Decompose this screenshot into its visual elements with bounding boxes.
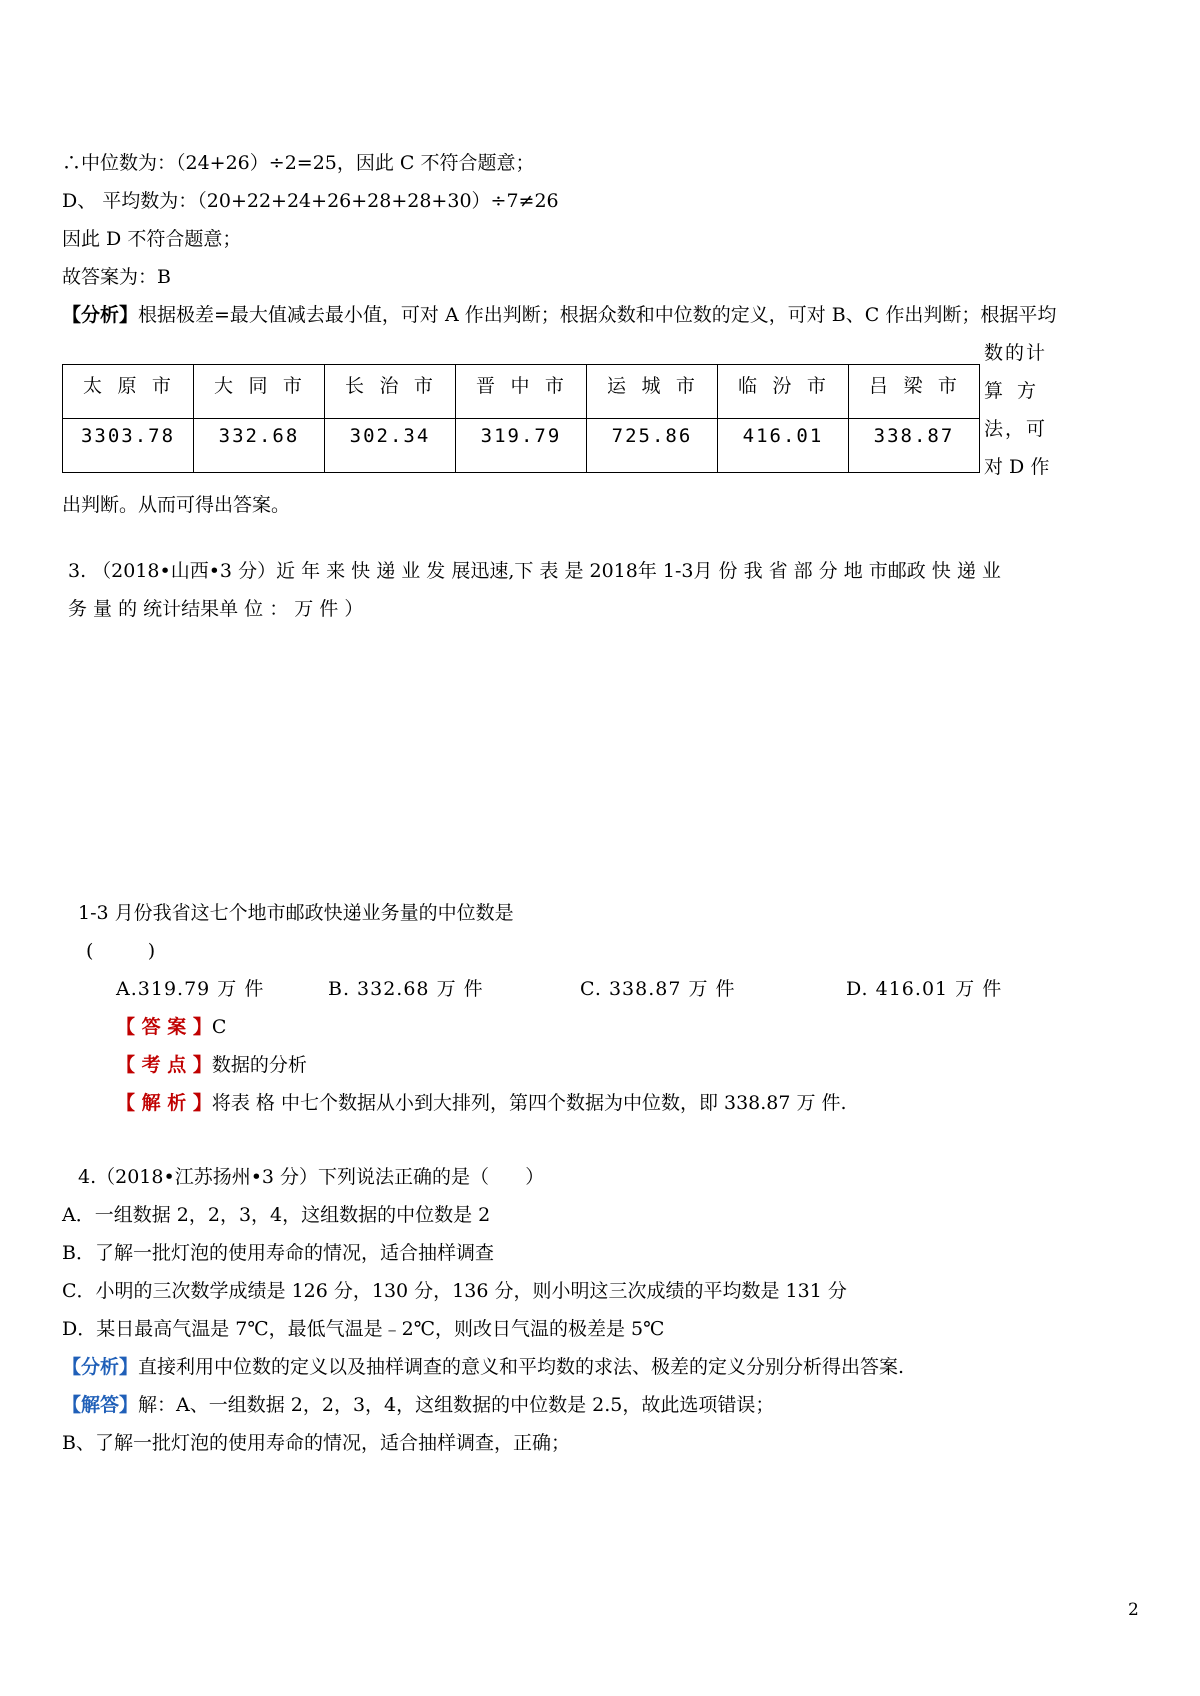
q4-option-b: B．了解一批灯泡的使用寿命的情况，适合抽样调查 [62,1242,494,1264]
average-calc-line: D、 平均数为：（20+22+24+26+28+28+30）÷7≠26 [62,190,559,212]
table-value-cell: 3303.78 [63,419,194,473]
q4-stem: 4.（2018•江苏扬州•3 分）下列说法正确的是（ ） [78,1166,545,1188]
analysis-line [62,302,1056,328]
q3-answer-line [116,1014,226,1040]
table-header-cell: 临 汾 市 [718,365,849,419]
table-value-cell: 338.87 [849,419,980,473]
q3-explanation-line [116,1090,847,1116]
table-value-cell: 416.01 [718,419,849,473]
side-text-4: 对 D 作 [984,456,1050,478]
express-volume-table [62,364,980,473]
table-header-cell: 长 治 市 [325,365,456,419]
analysis-end-line: 出判断。从而可得出答案。 [62,494,291,516]
q3-answer-paren: ( ) [86,940,156,962]
q3-option-a: A.319.79 万 件 [116,978,265,1000]
table-header-cell: 晋 中 市 [456,365,587,419]
table-header-row [63,365,980,419]
q3-question: 1-3 月份我省这七个地市邮政快递业务量的中位数是 [78,902,514,924]
q4-analysis-line [62,1354,904,1380]
answer-value: C [211,1016,227,1038]
table-header-cell: 运 城 市 [587,365,718,419]
side-text-3: 法，可 [984,418,1048,440]
table-value-row [63,419,980,473]
q3-option-d: D. 416.01 万 件 [846,978,1003,1000]
q4-solution-text: 解：A、一组数据 2，2，3，4，这组数据的中位数是 2.5，故此选项错误； [138,1394,775,1416]
q4-solution-tag: 【解答】 [62,1394,139,1416]
q4-option-a: A．一组数据 2，2，3，4，这组数据的中位数是 2 [62,1204,491,1226]
answer-tag: 【 答 案 】 [116,1016,212,1038]
conclusion-d-line: 因此 D 不符合题意； [62,228,242,250]
q3-stem-line-1: 3. （2018•山西•3 分）近 年 来 快 递 业 发 展迅速,下 表 是 2018年 1-3月 份 我 省 部 分 地 市邮政 快 递 业 [68,560,1001,582]
table-header-cell: 大 同 市 [194,365,325,419]
explanation-tag: 【 解 析 】 [116,1092,212,1114]
q3-stem-line-2: 务 量 的 统计结果单 位 ： 万 件 ） [68,598,364,620]
q4-option-d: D．某日最高气温是 7℃，最低气温是﹣2℃，则改日气温的极差是 5℃ [62,1318,665,1340]
page-number: 2 [1128,1600,1139,1620]
point-value: 数据的分析 [211,1054,307,1076]
q3-option-c: C. 338.87 万 件 [580,978,736,1000]
median-calc-line: ∴中位数为：（24+26）÷2=25，因此 C 不符合题意； [62,152,535,174]
side-text-2: 算 方 [984,380,1041,402]
q4-solution-line [62,1392,774,1418]
table-value-cell: 725.86 [587,419,718,473]
q4-analysis-tag: 【分析】 [62,1356,139,1378]
table-header-cell: 吕 梁 市 [849,365,980,419]
q4-analysis-text: 直接利用中位数的定义以及抽样调查的意义和平均数的求法、极差的定义分别分析得出答案. [138,1356,905,1378]
point-tag: 【 考 点 】 [116,1054,212,1076]
analysis-tag: 【分析】 [62,304,139,326]
q4-solution-b-line: B、了解一批灯泡的使用寿命的情况，适合抽样调查，正确； [62,1432,570,1454]
table-value-cell: 319.79 [456,419,587,473]
q3-option-b: B. 332.68 万 件 [328,978,484,1000]
answer-line: 故答案为：B [62,266,171,288]
explanation-text: 将表 格 中七个数据从小到大排列，第四个数据为中位数，即 338.87 万 件. [211,1092,847,1114]
q4-option-c: C．小明的三次数学成绩是 126 分，130 分，136 分，则小明这三次成绩的平均数是 131 分 [62,1280,847,1302]
table-value-cell: 332.68 [194,419,325,473]
table-header-cell: 太 原 市 [63,365,194,419]
analysis-text: 根据极差=最大值减去最小值，可对 A 作出判断；根据众数和中位数的定义，可对 B、C 作出判断；根据平均 [138,304,1057,326]
q3-point-line [116,1052,307,1078]
side-text-1: 数的计 [984,342,1048,364]
table-value-cell: 302.34 [325,419,456,473]
